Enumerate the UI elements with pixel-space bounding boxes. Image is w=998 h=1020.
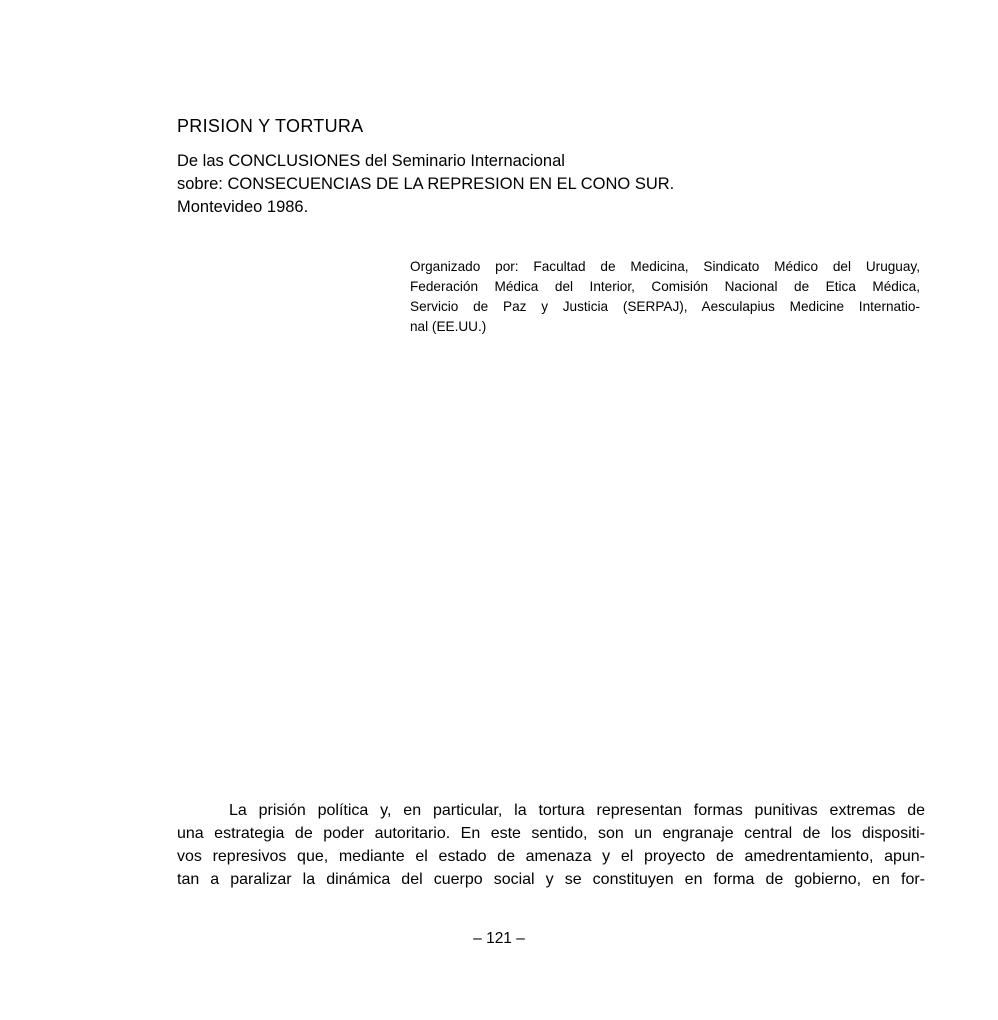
document-subtitle bbox=[177, 150, 777, 219]
document-title: PRISION Y TORTURA bbox=[177, 116, 364, 136]
page-number: – 121 – bbox=[473, 930, 525, 947]
organizers-note bbox=[410, 257, 920, 337]
body-line: vos represivos que, mediante el estado de amenaza y el proyecto de amedrentamiento, apun- bbox=[177, 848, 925, 865]
body-paragraph bbox=[177, 799, 925, 891]
organizers-line: Organizado por: Facultad de Medicina, Sindicato Médico del Uruguay, bbox=[410, 259, 920, 274]
body-line: una estrategia de poder autoritario. En este sentido, son un engranaje central de los dispositi- bbox=[177, 825, 925, 842]
body-line: tan a paralizar la dinámica del cuerpo social y se constituyen en forma de gobierno, en for- bbox=[177, 871, 925, 888]
subtitle-line: De las CONCLUSIONES del Seminario Internacional bbox=[177, 152, 565, 170]
subtitle-line: Montevideo 1986. bbox=[177, 198, 309, 216]
subtitle-line: sobre: CONSECUENCIAS DE LA REPRESION EN EL CONO SUR. bbox=[177, 175, 675, 193]
organizers-line: Servicio de Paz y Justicia (SERPAJ), Aesculapius Medicine Internatio- bbox=[410, 299, 920, 314]
organizers-line: Federación Médica del Interior, Comisión Nacional de Etica Médica, bbox=[410, 279, 920, 294]
organizers-line: nal (EE.UU.) bbox=[410, 319, 487, 334]
body-line: La prisión política y, en particular, la tortura representan formas punitivas extremas de bbox=[229, 802, 925, 819]
